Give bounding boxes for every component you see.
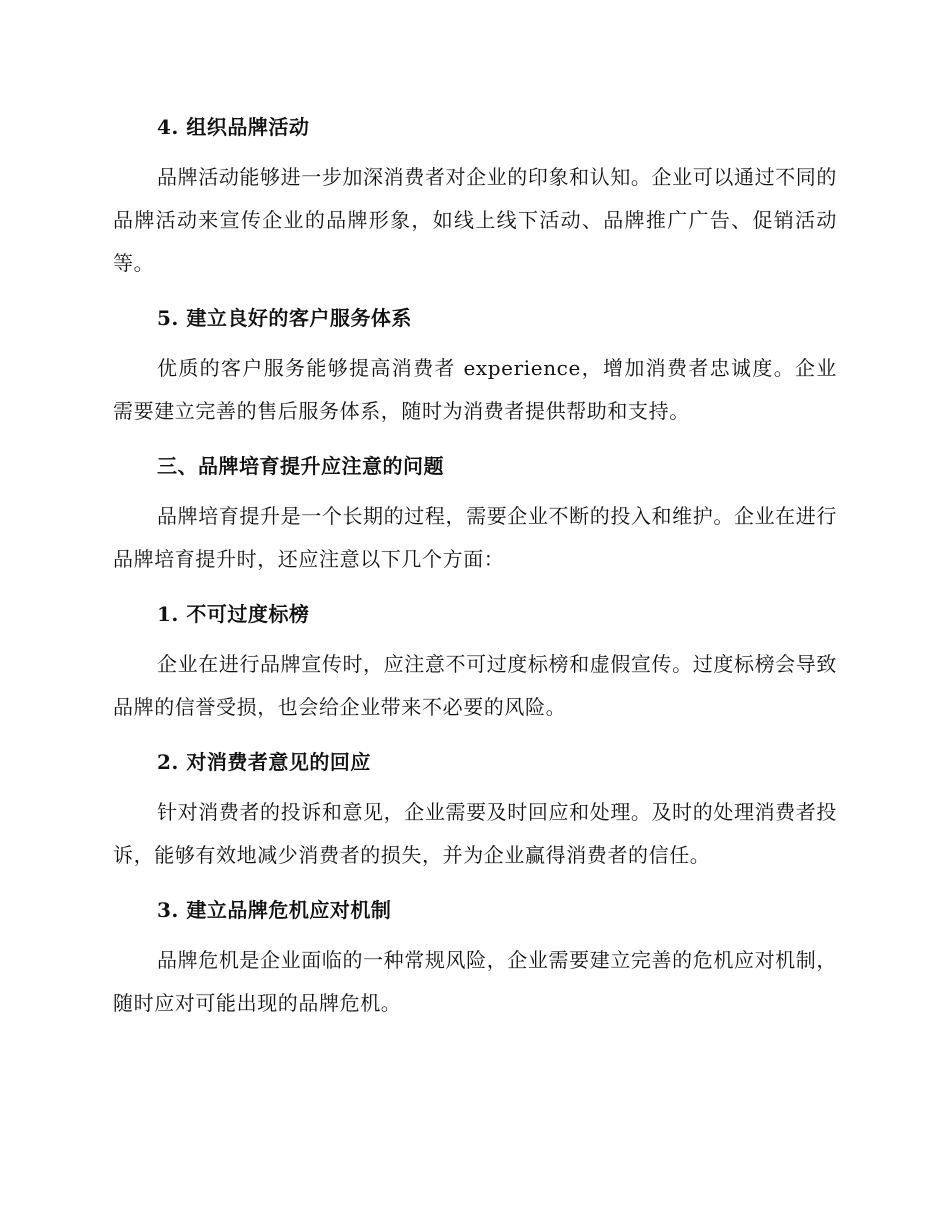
section-heading-issues: 三、品牌培育提升应注意的问题 bbox=[157, 454, 444, 478]
section-body-organize-activities: 品牌活动能够进一步加深消费者对企业的印象和认知。企业可以通过不同的品牌活动来宣传企业的品牌形象，如线上线下活动、品牌推广广告、促销活动等。 bbox=[113, 165, 837, 275]
section-body-issues: 品牌培育提升是一个长期的过程，需要企业不断的投入和维护。企业在进行品牌培育提升时，还应注意以下几个方面： bbox=[113, 504, 837, 571]
section-heading-no-over-promotion: 1. 不可过度标榜 bbox=[157, 602, 310, 626]
section-body-consumer-feedback: 针对消费者的投诉和意见，企业需要及时回应和处理。及时的处理消费者投诉，能够有效地减少消费者的损失，并为企业赢得消费者的信任。 bbox=[113, 800, 837, 867]
section-heading-customer-service: 5. 建立良好的客户服务体系 bbox=[157, 306, 412, 330]
section-body-crisis-mechanism: 品牌危机是企业面临的一种常规风险，企业需要建立完善的危机应对机制，随时应对可能出现的品牌危机。 bbox=[113, 948, 837, 1015]
section-body-customer-service: 优质的客户服务能够提高消费者 experience，增加消费者忠诚度。企业需要建立完善的售后服务体系，随时为消费者提供帮助和支持。 bbox=[113, 356, 837, 423]
document-page bbox=[113, 110, 837, 1039]
section-heading-organize-activities: 4. 组织品牌活动 bbox=[157, 115, 310, 139]
section-heading-consumer-feedback: 2. 对消费者意见的回应 bbox=[157, 750, 371, 774]
section-heading-crisis-mechanism: 3. 建立品牌危机应对机制 bbox=[157, 898, 392, 922]
section-body-no-over-promotion: 企业在进行品牌宣传时，应注意不可过度标榜和虚假宣传。过度标榜会导致品牌的信誉受损，也会给企业带来不必要的风险。 bbox=[113, 652, 837, 719]
